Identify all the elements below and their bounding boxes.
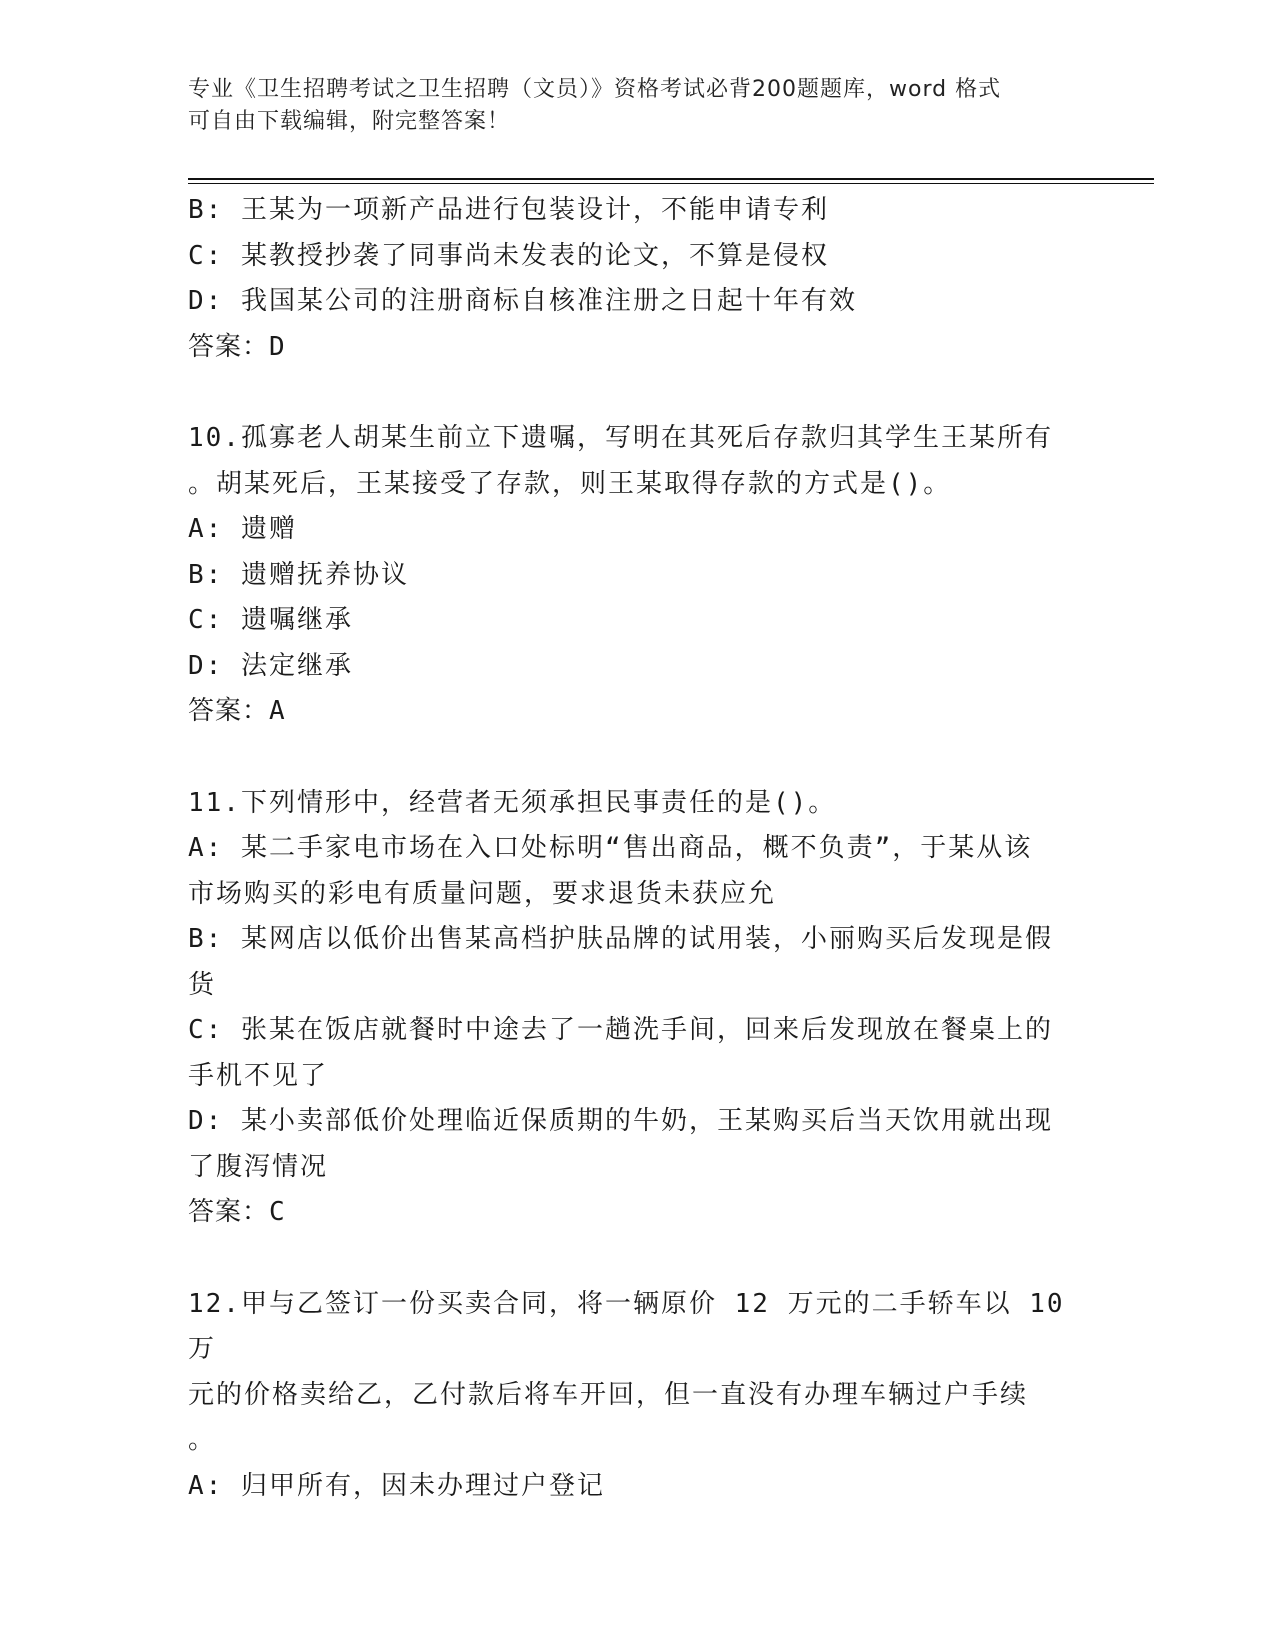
question-text-line: 元的价格卖给乙，乙付款后将车开回，但一直没有办理车辆过户手续 — [188, 1379, 1029, 1410]
answer-line — [188, 325, 1068, 371]
question-text-line: 。 — [188, 1425, 217, 1455]
question-11 — [188, 781, 1068, 1236]
answer-value: C — [269, 1197, 286, 1227]
question-text-line: 11.下列情形中，经营者无须承担民事责任的是()。 — [188, 787, 837, 818]
option-a: A: 归甲所有，因未办理过户登记 — [188, 1470, 605, 1501]
header-title-line-1: 专业《卫生招聘考试之卫生招聘（文员）》资格考试必背200题题库，word 格式 — [188, 77, 1002, 102]
question-10 — [188, 416, 1068, 735]
question-text-line: 12.甲与乙签订一份买卖合同，将一辆原价 12 万元的二手轿车以 10 万 — [188, 1288, 1083, 1364]
option-a: A: 遗赠 — [188, 514, 297, 544]
option-b: B: 某网店以低价出售某高档护肤品牌的试用装，小丽购买后发现是假 — [188, 924, 1053, 954]
answer-label: 答案： — [188, 331, 270, 362]
option-c-continued: 手机不见了 — [188, 1060, 329, 1091]
option-d: D: 我国某公司的注册商标自核准注册之日起十年有效 — [188, 286, 857, 316]
option-b-continued: 货 — [188, 969, 217, 1000]
document-header — [188, 74, 1088, 138]
question-list — [188, 188, 1083, 1509]
answer-label: 答案： — [188, 696, 270, 726]
answer-line — [188, 1190, 1068, 1236]
header-title-line-2: 可自由下载编辑，附完整答案！ — [188, 109, 511, 134]
answer-line — [188, 689, 1068, 735]
option-c: C: 遗嘱继承 — [188, 605, 353, 635]
option-d: D: 法定继承 — [188, 650, 353, 681]
question-text-line: 。胡某死后，王某接受了存款，则王某取得存款的方式是()。 — [188, 468, 952, 499]
question-text-line: 10.孤寡老人胡某生前立下遗嘱，写明在其死后存款归其学生王某所有 — [188, 423, 1053, 453]
answer-value: D — [269, 331, 286, 362]
question-12 — [188, 1282, 1083, 1510]
header-rule-thick — [188, 178, 1154, 180]
option-d-continued: 了腹泻情况 — [188, 1151, 329, 1182]
option-a: A: 某二手家电市场在入口处标明“售出商品，概不负责”，于某从该 — [188, 833, 1033, 863]
option-d: D: 某小卖部低价处理临近保质期的牛奶，王某购买后当天饮用就出现 — [188, 1106, 1053, 1136]
answer-value: A — [269, 696, 286, 726]
answer-label: 答案： — [188, 1197, 270, 1227]
option-c: C: 张某在饭店就餐时中途去了一趟洗手间，回来后发现放在餐桌上的 — [188, 1015, 1053, 1045]
question-continued — [188, 188, 1068, 370]
option-b: B: 王某为一项新产品进行包装设计，不能申请专利 — [188, 195, 829, 225]
option-a-continued: 市场购买的彩电有质量问题，要求退货未获应允 — [188, 878, 777, 909]
option-c: C: 某教授抄袭了同事尚未发表的论文，不算是侵权 — [188, 240, 829, 271]
option-b: B: 遗赠抚养协议 — [188, 559, 409, 590]
header-rule-thin — [188, 183, 1154, 184]
